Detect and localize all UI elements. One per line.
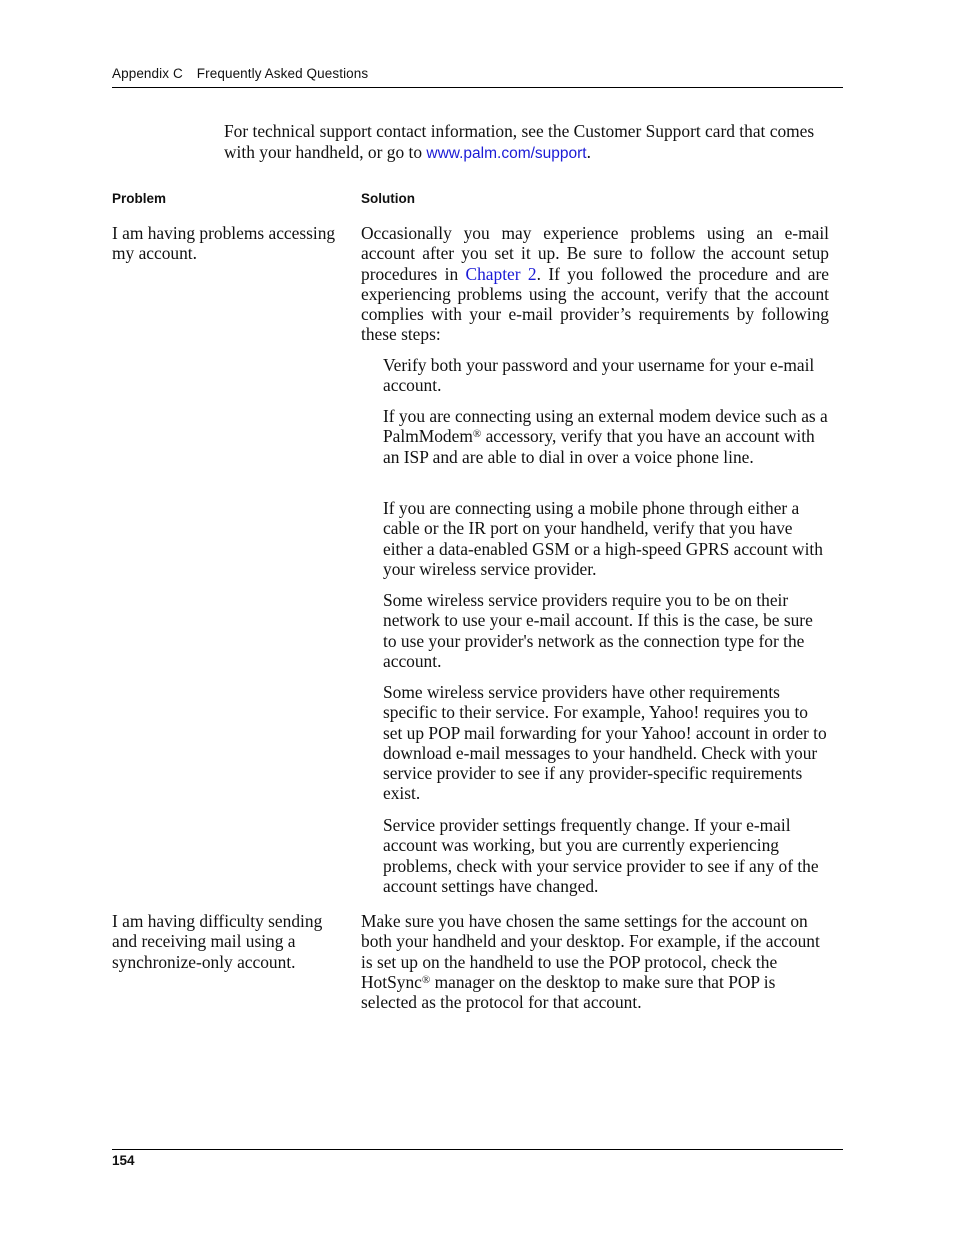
step-item-5: Some wireless service providers have other requirements specific to their service. For example, Yahoo! requires you to set up POP mail forwarding for your Yahoo! account in order to download e-mail messages to your handheld. Check with your service provider to see if any provider-specific requirements exist. (383, 682, 827, 804)
intro-paragraph (224, 121, 834, 164)
step-item-6: Service provider settings frequently change. If your e-mail account was working, but you are currently experiencing problems, check with your service provider to see if any of the account settings have changed. (383, 815, 819, 896)
solution-cell-1 (361, 223, 829, 345)
intro-text-end: . (586, 141, 591, 162)
solution-text: Occasionally you may experience problems using an e-mail account after you set it up. Be sure to follow the account setup procedures in (361, 223, 829, 284)
step-text: If you are connecting using an external modem device such as a PalmModem (383, 406, 828, 447)
column-header-solution: Solution (361, 191, 415, 206)
column-header-problem: Problem (112, 191, 167, 206)
solution-text-end: manager on the desktop to make sure that POP is selected as the protocol for that account. (361, 971, 776, 1013)
step-text-end: accessory, verify that you have an account with an ISP and are able to dial in over a voice phone line. (383, 426, 815, 467)
chapter-2-link[interactable]: Chapter 2 (465, 263, 537, 284)
solution-text: Make sure you have chosen the same settings for the account on both your handheld and your desktop. For example, if the account is set up on the handheld to use the POP protocol, check the HotSync (361, 911, 820, 992)
support-link[interactable]: www.palm.com/support (426, 144, 587, 162)
running-header (112, 66, 368, 81)
page-number: 154 (112, 1153, 135, 1168)
registered-mark: ® (472, 428, 482, 441)
step-item-4: Some wireless service providers require you to be on their network to use your e-mail account. If this is the case, be sure to use your provider's network as the connection type for the account. (383, 590, 813, 671)
problem-cell-1: I am having problems accessing my account. (112, 223, 336, 264)
solution-text-end: . If you followed the procedure and are experiencing problems using the account, verify that the account complies with your e-mail provider’s requirements by following these steps: (361, 263, 830, 345)
intro-text: For technical support contact information, see the Customer Support card that comes with your handheld, or go to (224, 121, 815, 162)
step-item-2 (383, 406, 829, 467)
step-item-1: Verify both your password and your username for your e-mail account. (383, 355, 815, 396)
footer-rule (112, 1149, 843, 1150)
solution-cell-2 (361, 911, 829, 1012)
header-rule (112, 87, 843, 88)
header-section: Appendix C (112, 66, 183, 81)
problem-cell-2: I am having difficulty sending and receiving mail using a synchronize-only account. (112, 911, 323, 972)
registered-mark: ® (421, 973, 431, 986)
step-item-3: If you are connecting using a mobile phone through either a cable or the IR port on your handheld, verify that you have either a data-enabled GSM or a high-speed GPRS account with your wireless service provider. (383, 498, 823, 579)
header-title: Frequently Asked Questions (196, 66, 369, 81)
